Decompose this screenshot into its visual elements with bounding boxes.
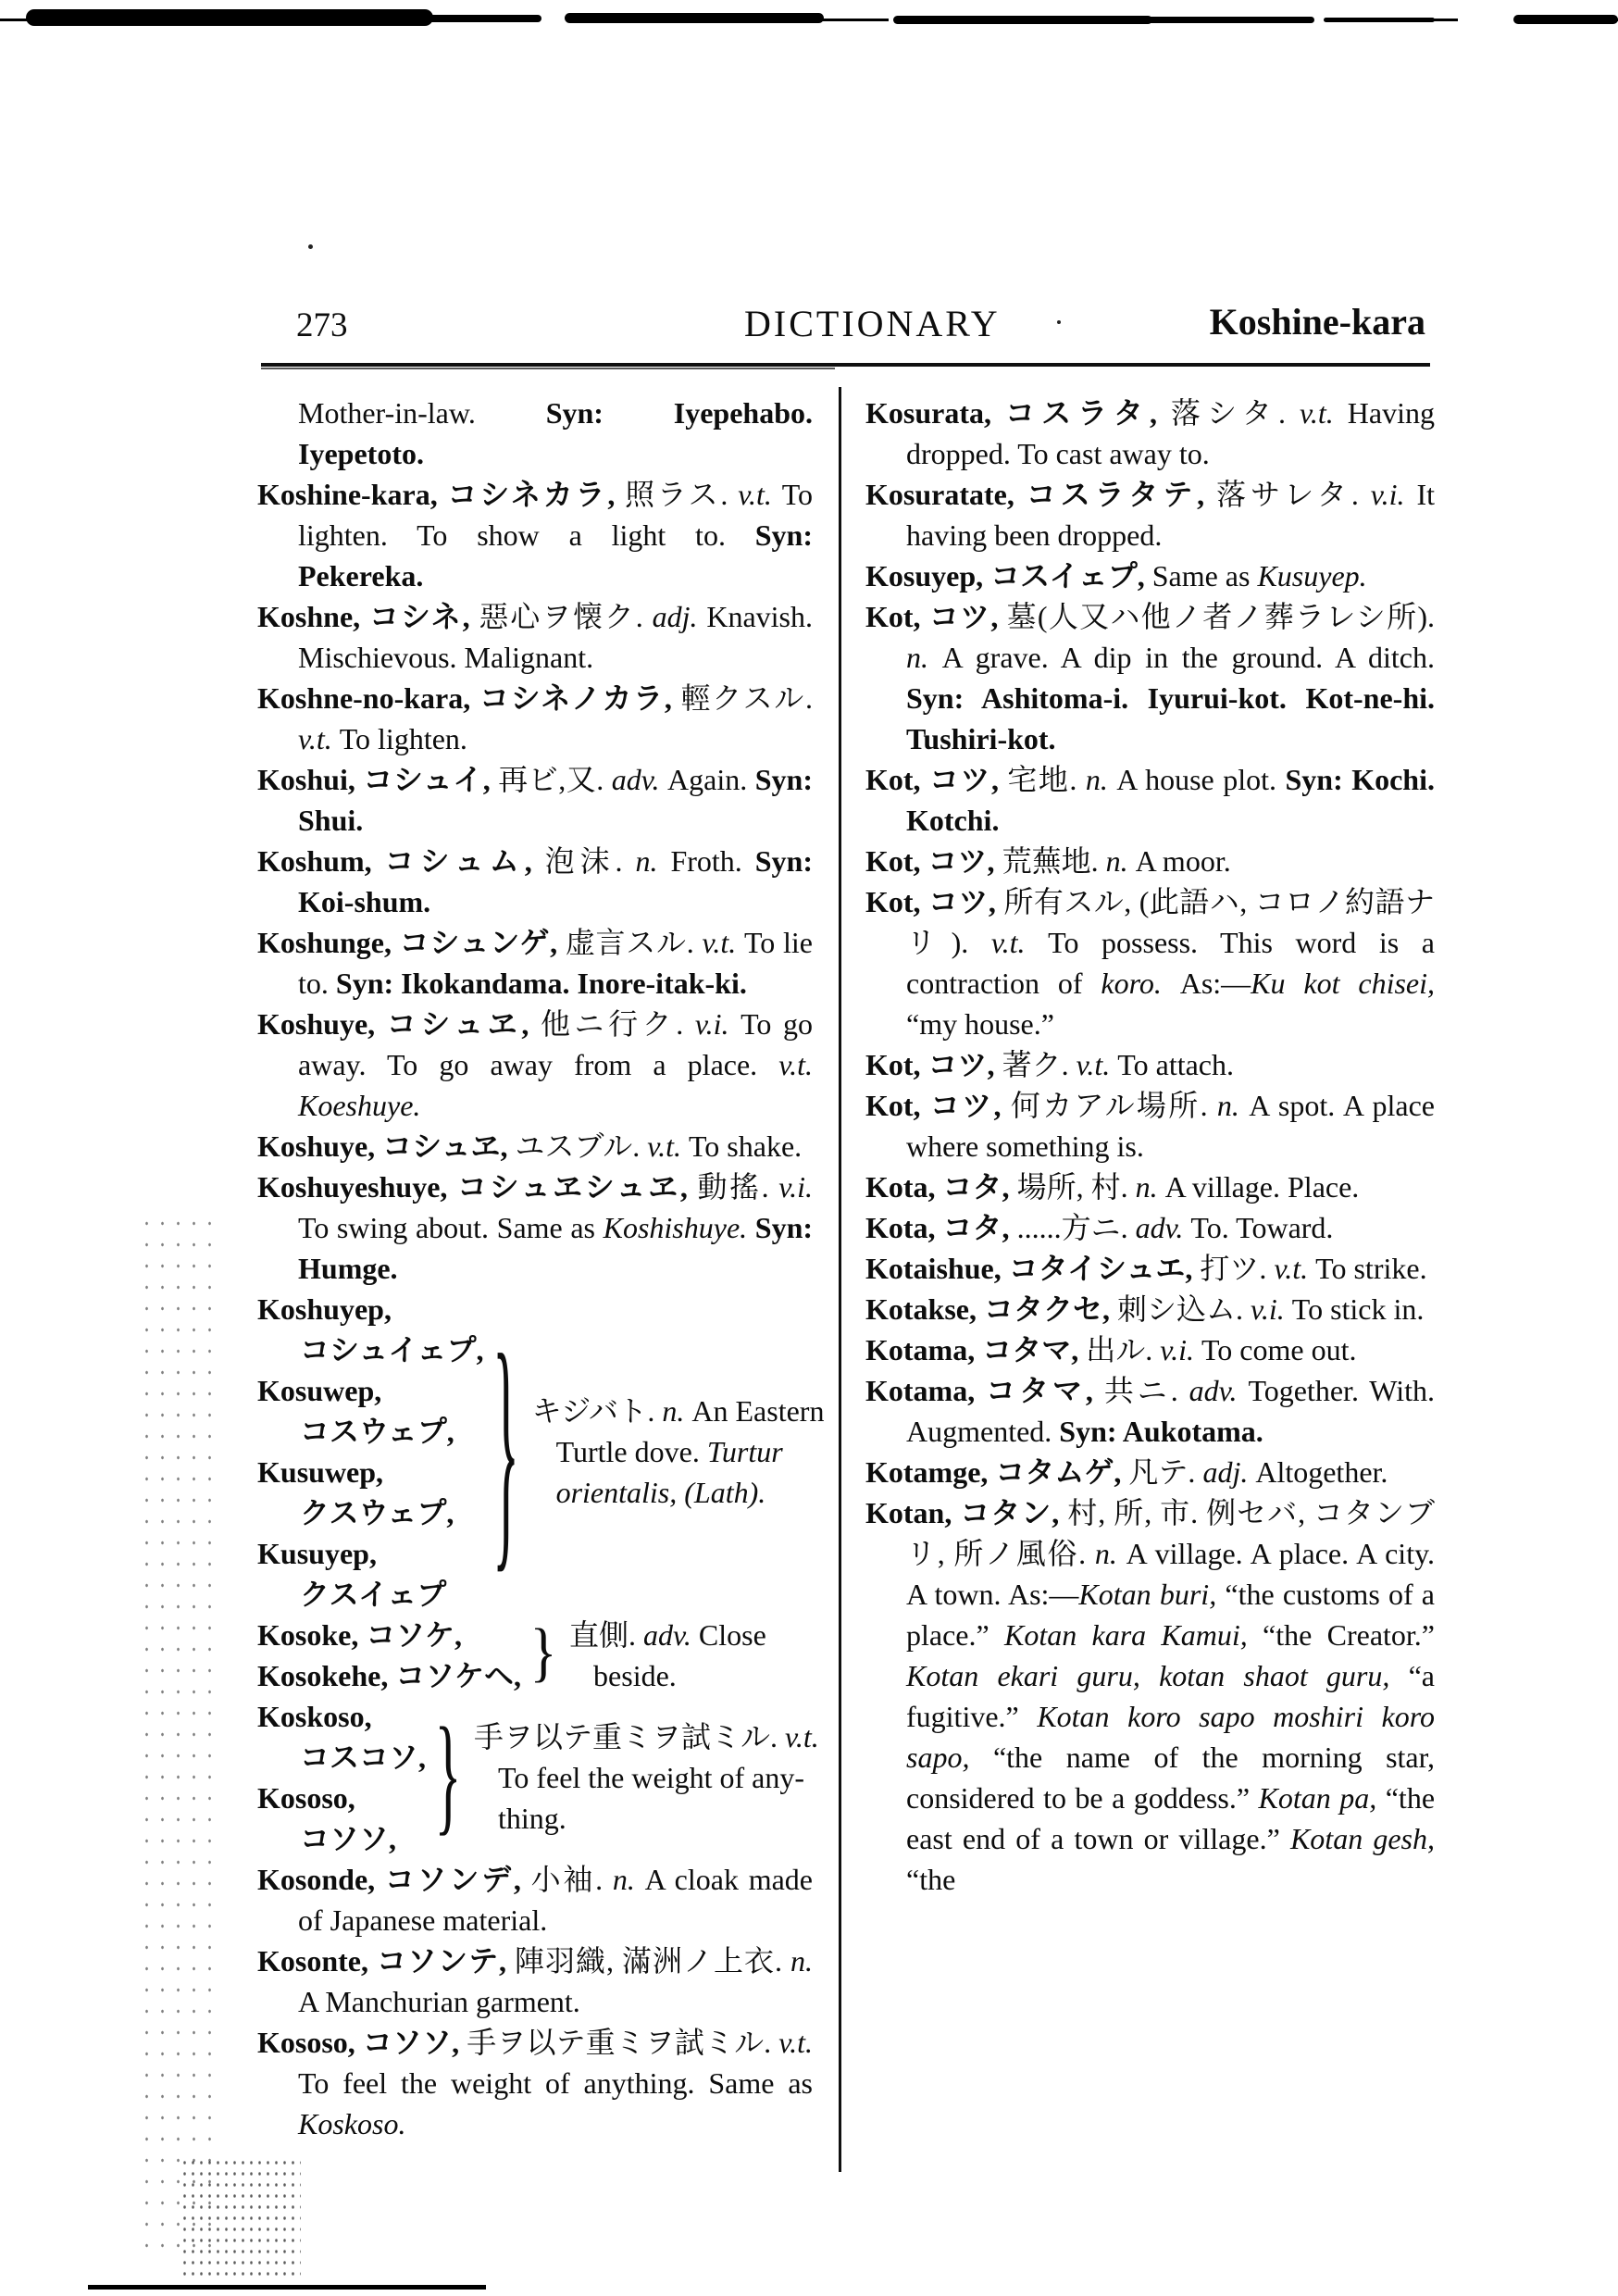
text-segment: A grave. A dip in the ground. A ditch. bbox=[941, 641, 1436, 674]
text-segment: adv. bbox=[1189, 1374, 1249, 1407]
definition-line bbox=[569, 1655, 813, 1696]
text-segment: 泡沫. bbox=[544, 844, 636, 878]
text-segment: Syn: Iyepehabo. Iyepetoto. bbox=[298, 396, 814, 470]
text-segment: A village. Place. bbox=[1164, 1170, 1360, 1204]
group-headwords bbox=[257, 1289, 484, 1615]
text-segment: Koshuye, コシュヱ, bbox=[257, 1007, 541, 1041]
text-segment: 宅地. bbox=[1007, 763, 1086, 796]
text-segment: A Manchurian garment. bbox=[298, 1985, 580, 2018]
text-segment: ユスブル. bbox=[515, 1129, 648, 1163]
text-segment: Syn: Ashitoma-i. Iyurui-kot. Kot-ne-hi. Tushiri-kot. bbox=[906, 681, 1435, 755]
entry-kana-row bbox=[257, 1574, 484, 1615]
text-segment: 虚言スル. bbox=[565, 926, 703, 959]
text-segment: “the name of the morning star, considered to be a goddess.” bbox=[906, 1741, 1436, 1815]
text-segment: 惡心ヲ懐ク. bbox=[479, 600, 653, 633]
text-segment: Kotan koro sapo moshiri koro sapo, bbox=[906, 1700, 1436, 1774]
text-segment: コシュイェプ, bbox=[300, 1333, 484, 1366]
dictionary-entry bbox=[865, 1248, 1435, 1289]
text-segment: Kot, コツ, bbox=[865, 844, 1002, 878]
brace bbox=[426, 1701, 470, 1846]
text-segment: Kota, コタ, bbox=[865, 1170, 1017, 1204]
text-segment: To feel the weight of anything. Same as bbox=[298, 2066, 813, 2100]
text-segment: Syn: Ikokandama. Inore-itak-ki. bbox=[335, 967, 747, 1000]
dictionary-entry bbox=[865, 1207, 1435, 1248]
text-segment: It having been dropped. bbox=[906, 478, 1435, 552]
text-segment: Kosonte, コソンテ, bbox=[257, 1944, 515, 1978]
entry-kana-row bbox=[257, 1411, 484, 1452]
text-segment: v.t. bbox=[298, 722, 340, 755]
text-segment: Again. bbox=[667, 763, 755, 796]
text-segment: 墓(人又ハ他ノ者ノ葬ラレシ所). bbox=[1006, 600, 1435, 633]
text-segment: 輕クスル. bbox=[680, 681, 813, 715]
brace-group-entry bbox=[257, 1615, 813, 1696]
entry-kana-row bbox=[257, 1737, 426, 1778]
text-segment: A spot. A place where something is. bbox=[906, 1089, 1436, 1163]
text-segment: An Eastern bbox=[691, 1394, 825, 1428]
text-segment: koro. bbox=[1101, 967, 1180, 1000]
text-segment: “the bbox=[906, 1863, 956, 1896]
dictionary-entry bbox=[257, 1126, 813, 1167]
text-segment: 再ビ,又. bbox=[498, 763, 612, 796]
text-segment: Syn: Pekereka. bbox=[298, 518, 813, 593]
text-segment: 著ク. bbox=[1002, 1048, 1077, 1081]
text-segment: Kosonde, コソンデ, bbox=[257, 1863, 531, 1896]
text-segment: v.t. bbox=[990, 926, 1049, 959]
dictionary-entry bbox=[257, 678, 813, 759]
text-segment: To swing about. Same as bbox=[298, 1211, 604, 1244]
dictionary-entry bbox=[865, 1329, 1435, 1370]
dictionary-entry bbox=[865, 596, 1435, 759]
dictionary-entry bbox=[257, 596, 813, 678]
dictionary-entry bbox=[865, 474, 1435, 555]
text-segment: Kososo, bbox=[257, 1781, 355, 1815]
definition-line bbox=[474, 1757, 819, 1798]
text-segment: 所有スル, (此語ハ, コロノ約語ナリ). bbox=[906, 885, 1435, 959]
right-column bbox=[865, 393, 1435, 1900]
text-segment: Syn: Humge. bbox=[298, 1211, 814, 1285]
dictionary-entry bbox=[865, 555, 1435, 596]
text-segment: v.i. bbox=[1370, 478, 1417, 511]
text-segment: Kot, コツ, bbox=[865, 763, 1008, 796]
text-segment: 照ラス. bbox=[625, 478, 739, 511]
text-segment: orientalis, (Lath). bbox=[555, 1476, 766, 1509]
brace-glyph: } bbox=[529, 1615, 557, 1688]
page-number: 273 bbox=[296, 306, 348, 344]
text-segment: コソソ, bbox=[300, 1822, 397, 1855]
scan-artifact bbox=[26, 9, 433, 26]
text-segment: n. bbox=[1216, 1089, 1250, 1122]
text-segment: v.t. bbox=[702, 926, 744, 959]
text-segment: Koshishuye. bbox=[603, 1211, 755, 1244]
header-rule bbox=[261, 363, 1430, 367]
text-segment: Kota, コタ, bbox=[865, 1211, 1017, 1244]
entry-headword-row bbox=[257, 1370, 484, 1411]
dictionary-entry bbox=[865, 1452, 1435, 1492]
dictionary-entry bbox=[257, 1859, 813, 1940]
text-segment: v.t. bbox=[785, 1720, 819, 1753]
text-segment: Same as bbox=[1151, 559, 1258, 593]
group-definition bbox=[529, 1391, 825, 1513]
text-segment: “a fugitive.” bbox=[906, 1659, 1435, 1733]
text-segment: Kusuyep. bbox=[1257, 559, 1367, 593]
text-segment: Kusuwep, bbox=[257, 1455, 384, 1489]
text-segment: クスイェプ bbox=[300, 1578, 447, 1611]
definition-line bbox=[532, 1431, 825, 1472]
text-segment: To attach. bbox=[1117, 1048, 1234, 1081]
text-segment: Koshui, コシュイ, bbox=[257, 763, 499, 796]
text-segment: Kot, コツ, bbox=[865, 600, 1007, 633]
group-definition bbox=[566, 1615, 813, 1696]
brace bbox=[484, 1302, 529, 1593]
text-segment: v.t. bbox=[647, 1129, 689, 1163]
text-segment: adv. bbox=[643, 1618, 699, 1652]
dictionary-entry bbox=[865, 1085, 1435, 1167]
group-definition bbox=[470, 1716, 819, 1839]
text-segment: 他ニ行ク. bbox=[540, 1007, 695, 1041]
brace bbox=[521, 1615, 566, 1688]
dictionary-entry bbox=[865, 881, 1435, 1044]
text-segment: コスコソ, bbox=[300, 1741, 427, 1774]
definition-line bbox=[569, 1615, 813, 1655]
brace-group-entry bbox=[257, 1289, 825, 1615]
text-segment: v.i. bbox=[1160, 1333, 1201, 1366]
text-segment: v.i. bbox=[1251, 1292, 1292, 1326]
text-segment: ......方ニ. bbox=[1016, 1211, 1136, 1244]
text-segment: Kotan kara Kamui, bbox=[1003, 1618, 1263, 1652]
text-segment: Kotama, コタマ, bbox=[865, 1374, 1104, 1407]
dictionary-entry bbox=[257, 759, 813, 841]
text-segment: To possess. This word is a contraction of bbox=[906, 926, 1436, 1000]
text-segment: Kosuyep, コスイェプ, bbox=[865, 559, 1152, 593]
text-segment: Syn: Aukotama. bbox=[1059, 1415, 1263, 1448]
left-column bbox=[257, 393, 825, 2144]
text-segment: Turtle dove. bbox=[555, 1435, 707, 1468]
text-segment: n. bbox=[662, 1394, 692, 1428]
text-segment: n. bbox=[906, 641, 942, 674]
text-segment: “the customs of a place.” bbox=[906, 1578, 1436, 1652]
text-segment: Kosoke, コソケ, bbox=[257, 1618, 463, 1652]
scan-artifact-bottom-line bbox=[88, 2285, 486, 2290]
text-segment: Knavish. Mischievous. Malignant. bbox=[298, 600, 813, 674]
text-segment: キジバト. bbox=[531, 1394, 663, 1428]
text-segment: v.t. bbox=[1274, 1252, 1316, 1285]
scan-artifact bbox=[1513, 15, 1618, 24]
text-segment: adv. bbox=[1135, 1211, 1191, 1244]
entry-kana-row bbox=[257, 1492, 484, 1533]
text-segment: To lighten. To show a light to. bbox=[298, 478, 813, 552]
brace-glyph: } bbox=[492, 1302, 519, 1593]
dictionary-entry bbox=[865, 759, 1435, 841]
text-segment: To strike. bbox=[1315, 1252, 1427, 1285]
group-headwords bbox=[257, 1696, 426, 1859]
text-segment: Kosurata, コスラタ, bbox=[865, 396, 1172, 430]
scan-artifact-left-speckle bbox=[139, 1213, 218, 2259]
text-segment: To lie to. bbox=[298, 926, 814, 1000]
text-segment: Koshuyeshuye, コシュヱシュヱ, bbox=[257, 1170, 698, 1204]
text-segment: Kotamge, コタムゲ, bbox=[865, 1455, 1129, 1489]
text-segment: n. bbox=[635, 844, 671, 878]
text-segment: A cloak made of Japanese material. bbox=[298, 1863, 813, 1937]
entry-kana-row bbox=[257, 1818, 426, 1859]
text-segment: Syn: Kochi. Kotchi. bbox=[906, 763, 1435, 837]
text-segment: 落シタ. bbox=[1171, 396, 1301, 430]
text-segment: thing. bbox=[498, 1802, 566, 1835]
text-segment: 落サレタ. bbox=[1216, 478, 1371, 511]
text-segment: v.t. bbox=[1076, 1048, 1118, 1081]
dictionary-entry bbox=[257, 841, 813, 922]
text-segment: Koskoso, bbox=[257, 1700, 372, 1733]
text-segment: Having dropped. To cast away to. bbox=[906, 396, 1435, 470]
text-segment: v.i. bbox=[778, 1170, 813, 1204]
scan-artifact bbox=[565, 13, 824, 23]
text-segment: Kotan ekari guru, kotan shaot guru, bbox=[906, 1659, 1409, 1692]
text-segment: n. bbox=[612, 1863, 645, 1896]
scan-artifact bbox=[1324, 18, 1435, 22]
text-segment: To. Toward. bbox=[1190, 1211, 1334, 1244]
text-segment: A village. A place. A city. A town. As:— bbox=[906, 1537, 1436, 1611]
text-segment: Ku kot chisei, bbox=[1251, 967, 1436, 1000]
entry-headword-row bbox=[257, 1533, 484, 1574]
text-segment: adj. bbox=[1202, 1455, 1256, 1489]
text-segment: Kosokehe, コソケヘ, bbox=[257, 1659, 522, 1692]
text-segment: 場所, 村. bbox=[1016, 1170, 1136, 1204]
text-segment: beside. bbox=[593, 1659, 677, 1692]
scan-artifact-bottom-speckle bbox=[180, 2157, 301, 2282]
text-segment: Kotakse, コタクセ, bbox=[865, 1292, 1118, 1326]
entry-headword-row bbox=[257, 1696, 426, 1737]
text-segment: v.t. Koeshuye. bbox=[298, 1048, 813, 1122]
scan-artifact bbox=[421, 15, 541, 22]
definition-line bbox=[474, 1716, 819, 1757]
text-segment: Kotan gesh, bbox=[1289, 1822, 1436, 1855]
text-segment: Koshne-no-kara, コシネノカラ, bbox=[257, 681, 681, 715]
text-segment: To come out. bbox=[1201, 1333, 1357, 1366]
guide-word: Koshine-kara bbox=[1209, 301, 1425, 343]
scan-artifact-dot bbox=[308, 244, 313, 249]
entry-headword-row bbox=[257, 1615, 521, 1655]
column-divider bbox=[839, 387, 841, 2172]
dictionary-entry bbox=[257, 1940, 813, 2022]
text-segment: Kot, コツ, bbox=[865, 885, 1004, 918]
text-segment: 共ニ. bbox=[1103, 1374, 1189, 1407]
text-segment: Mother-in-law. bbox=[298, 396, 546, 430]
text-segment: 荒蕪地. bbox=[1002, 844, 1106, 878]
text-segment: Koskoso. bbox=[298, 2107, 406, 2140]
header-rule-shadow bbox=[261, 368, 835, 369]
text-segment: Turtur bbox=[706, 1435, 783, 1468]
text-segment: To lighten. bbox=[339, 722, 467, 755]
text-segment: Koshum, コシュム, bbox=[257, 844, 545, 878]
entry-kana-row bbox=[257, 1329, 484, 1370]
entry-headword-row bbox=[257, 1452, 484, 1492]
text-segment: Kot, コツ, bbox=[865, 1048, 1002, 1081]
text-segment: 小袖. bbox=[530, 1863, 613, 1896]
text-segment: Kosuratate, コスラタテ, bbox=[865, 478, 1217, 511]
text-segment: Altogether. bbox=[1255, 1455, 1388, 1489]
text-segment: コスウェプ, bbox=[300, 1415, 454, 1448]
text-segment: Koshuye, コシュヱ, bbox=[257, 1129, 516, 1163]
text-segment: 出ル. bbox=[1086, 1333, 1161, 1366]
text-segment: 直側. bbox=[569, 1618, 644, 1652]
text-segment: Close bbox=[698, 1618, 766, 1652]
text-segment: Together. With. Augmented. bbox=[906, 1374, 1435, 1448]
text-segment: 打ツ. bbox=[1200, 1252, 1275, 1285]
text-segment: Koshne, コシネ, bbox=[257, 600, 479, 633]
text-segment: 陣羽織, 滿洲ノ上衣. bbox=[515, 1944, 790, 1978]
text-segment: Syn: Shui. bbox=[298, 763, 813, 837]
text-segment: n. bbox=[1094, 1537, 1126, 1570]
text-segment: n. bbox=[1105, 844, 1136, 878]
text-segment: Kosuwep, bbox=[257, 1374, 382, 1407]
text-segment: To feel the weight of any- bbox=[498, 1761, 804, 1794]
scan-artifact-dot bbox=[1057, 320, 1061, 324]
text-segment: To go away. To go away from a place. bbox=[298, 1007, 813, 1081]
definition-line bbox=[532, 1391, 825, 1431]
text-segment: “the east end of a town or village.” bbox=[906, 1781, 1436, 1855]
text-segment: Kotan buri, bbox=[1078, 1578, 1226, 1611]
text-segment: v.t. bbox=[778, 2026, 813, 2059]
dictionary-entry bbox=[865, 1289, 1435, 1329]
entry-continuation bbox=[257, 393, 813, 474]
dictionary-entry bbox=[865, 1492, 1435, 1900]
text-segment: Kotan pa, bbox=[1258, 1781, 1386, 1815]
text-segment: 凡テ. bbox=[1128, 1455, 1203, 1489]
text-segment: adj. bbox=[652, 600, 707, 633]
text-segment: Syn: Koi-shum. bbox=[298, 844, 813, 918]
text-segment: Kusuyep, bbox=[257, 1537, 377, 1570]
text-segment: v.t. bbox=[738, 478, 782, 511]
brace-group-entry bbox=[257, 1696, 819, 1859]
text-segment: To stick in. bbox=[1291, 1292, 1425, 1326]
text-segment: v.t. bbox=[1300, 396, 1348, 430]
dictionary-entry bbox=[257, 1004, 813, 1126]
text-segment: Kot, コツ, bbox=[865, 1089, 1011, 1122]
dictionary-entry bbox=[257, 922, 813, 1004]
text-segment: To shake. bbox=[688, 1129, 803, 1163]
scan-artifact bbox=[1101, 17, 1314, 23]
text-segment: 手ヲ以テ重ミヲ試ミル. bbox=[474, 1720, 786, 1753]
text-segment: Koshunge, コシュンゲ, bbox=[257, 926, 566, 959]
text-segment: n. bbox=[1135, 1170, 1165, 1204]
text-segment: Kotaishue, コタイシュエ, bbox=[865, 1252, 1201, 1285]
entry-headword-row bbox=[257, 1289, 484, 1329]
text-segment: adv. bbox=[611, 763, 668, 796]
page-title: DICTIONARY bbox=[744, 303, 1001, 344]
entry-headword-row bbox=[257, 1778, 426, 1818]
dictionary-entry bbox=[865, 393, 1435, 474]
definition-line bbox=[532, 1472, 825, 1513]
text-segment: Kotan, コタン, bbox=[865, 1496, 1068, 1529]
brace-glyph: } bbox=[434, 1701, 462, 1846]
dictionary-entry bbox=[865, 1044, 1435, 1085]
text-segment: “my house.” bbox=[906, 1007, 1054, 1041]
text-segment: “the Creator.” bbox=[1263, 1618, 1436, 1652]
dictionary-entry bbox=[865, 1370, 1435, 1452]
text-segment: n. bbox=[790, 1944, 813, 1978]
text-segment: Froth. bbox=[670, 844, 755, 878]
definition-line bbox=[474, 1798, 819, 1839]
dictionary-entry bbox=[865, 841, 1435, 881]
text-segment: Koshuyep, bbox=[257, 1292, 392, 1326]
text-segment: A house plot. bbox=[1116, 763, 1286, 796]
dictionary-entry bbox=[257, 1167, 813, 1289]
text-segment: Kososo, コソソ, bbox=[257, 2026, 467, 2059]
text-segment: n. bbox=[1085, 763, 1117, 796]
group-headwords bbox=[257, 1615, 521, 1696]
text-segment: v.i. bbox=[694, 1007, 741, 1041]
entry-headword-row bbox=[257, 1655, 521, 1696]
text-segment: 村, 所, 市. 例セバ, コタンブリ, 所ノ風俗. bbox=[906, 1496, 1435, 1570]
text-segment: 手ヲ以テ重ミヲ試ミル. bbox=[467, 2026, 779, 2059]
text-segment: クスウェプ, bbox=[300, 1496, 454, 1529]
text-segment: A moor. bbox=[1135, 844, 1231, 878]
text-segment: 何カアル場所. bbox=[1010, 1089, 1217, 1122]
dictionary-entry bbox=[257, 474, 813, 596]
text-segment: As:— bbox=[1179, 967, 1251, 1000]
text-segment: 動搖. bbox=[697, 1170, 779, 1204]
dictionary-entry bbox=[865, 1167, 1435, 1207]
text-segment: Koshine-kara, コシネカラ, bbox=[257, 478, 626, 511]
text-segment: Kotama, コタマ, bbox=[865, 1333, 1087, 1366]
dictionary-entry bbox=[257, 2022, 813, 2144]
text-segment: 刺シ込ム. bbox=[1117, 1292, 1251, 1326]
